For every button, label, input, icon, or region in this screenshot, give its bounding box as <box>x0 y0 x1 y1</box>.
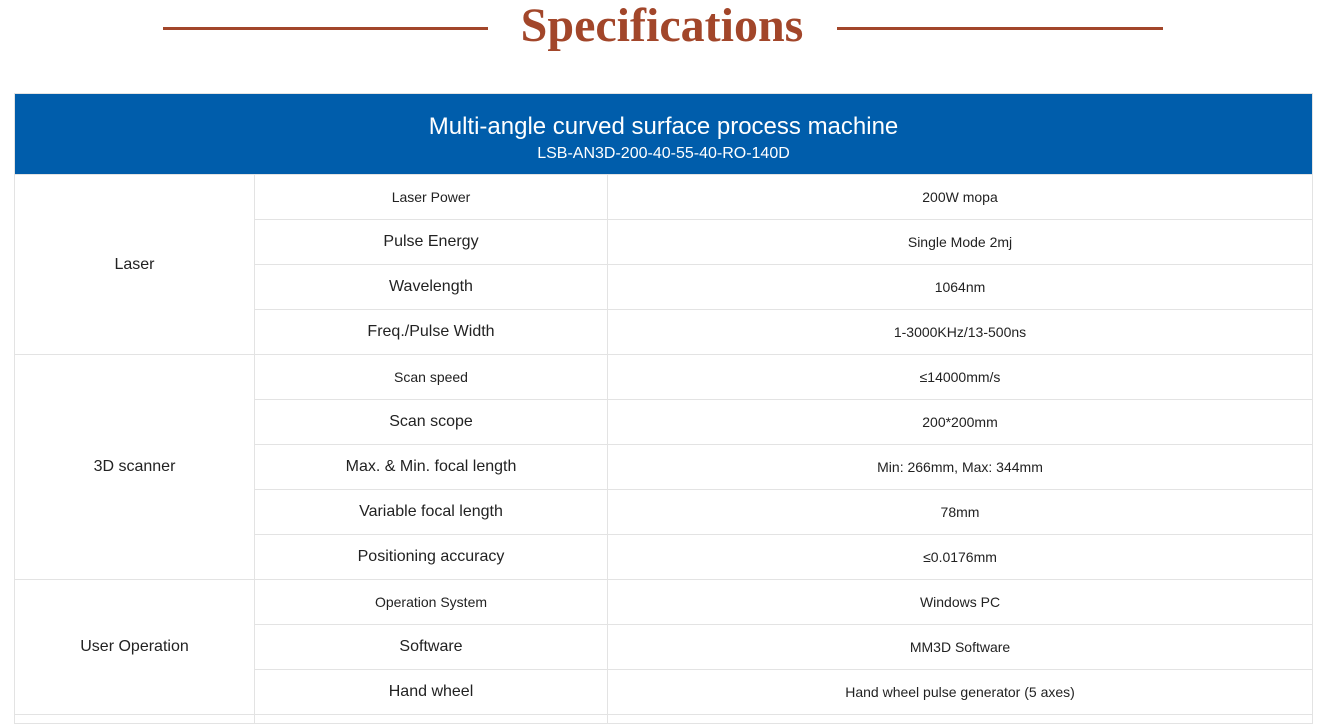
group-label-user-operation: User Operation <box>15 580 255 715</box>
param-label: Operation System <box>255 580 608 625</box>
section-heading <box>0 0 1324 60</box>
param-value: 78mm <box>608 490 1313 535</box>
param-value: 1-3000KHz/13-500ns <box>608 310 1313 355</box>
table-cell-empty <box>608 715 1313 724</box>
table-row <box>15 175 1313 220</box>
param-value: 200W mopa <box>608 175 1313 220</box>
machine-name: Multi-angle curved surface process machine <box>428 113 899 140</box>
param-label: Positioning accuracy <box>255 535 608 580</box>
param-label: Hand wheel <box>255 670 608 715</box>
param-value: Min: 266mm, Max: 344mm <box>608 445 1313 490</box>
group-label-3d-scanner: 3D scanner <box>15 355 255 580</box>
param-value: ≤0.0176mm <box>608 535 1313 580</box>
table-row <box>15 580 1313 625</box>
param-label: Scan speed <box>255 355 608 400</box>
table-banner <box>15 94 1313 175</box>
param-value: Hand wheel pulse generator (5 axes) <box>608 670 1313 715</box>
param-label: Max. & Min. focal length <box>255 445 608 490</box>
param-label: Freq./Pulse Width <box>255 310 608 355</box>
param-value: Single Mode 2mj <box>608 220 1313 265</box>
param-value: Windows PC <box>608 580 1313 625</box>
specifications-table <box>14 93 1313 724</box>
table-cell-empty <box>15 715 255 724</box>
table-row <box>15 355 1313 400</box>
param-value: ≤14000mm/s <box>608 355 1313 400</box>
param-label: Pulse Energy <box>255 220 608 265</box>
model-code: LSB-AN3D-200-40-55-40-RO-140D <box>537 145 790 162</box>
table-row-cutoff <box>15 715 1313 724</box>
param-value: 1064nm <box>608 265 1313 310</box>
table-cell-empty <box>255 715 608 724</box>
param-label: Laser Power <box>255 175 608 220</box>
param-label: Wavelength <box>255 265 608 310</box>
heading-divider-right <box>837 27 1163 30</box>
param-label: Software <box>255 625 608 670</box>
section-title: Specifications <box>520 0 804 52</box>
param-value: 200*200mm <box>608 400 1313 445</box>
param-label: Variable focal length <box>255 490 608 535</box>
group-label-laser: Laser <box>15 175 255 355</box>
param-value: MM3D Software <box>608 625 1313 670</box>
param-label: Scan scope <box>255 400 608 445</box>
